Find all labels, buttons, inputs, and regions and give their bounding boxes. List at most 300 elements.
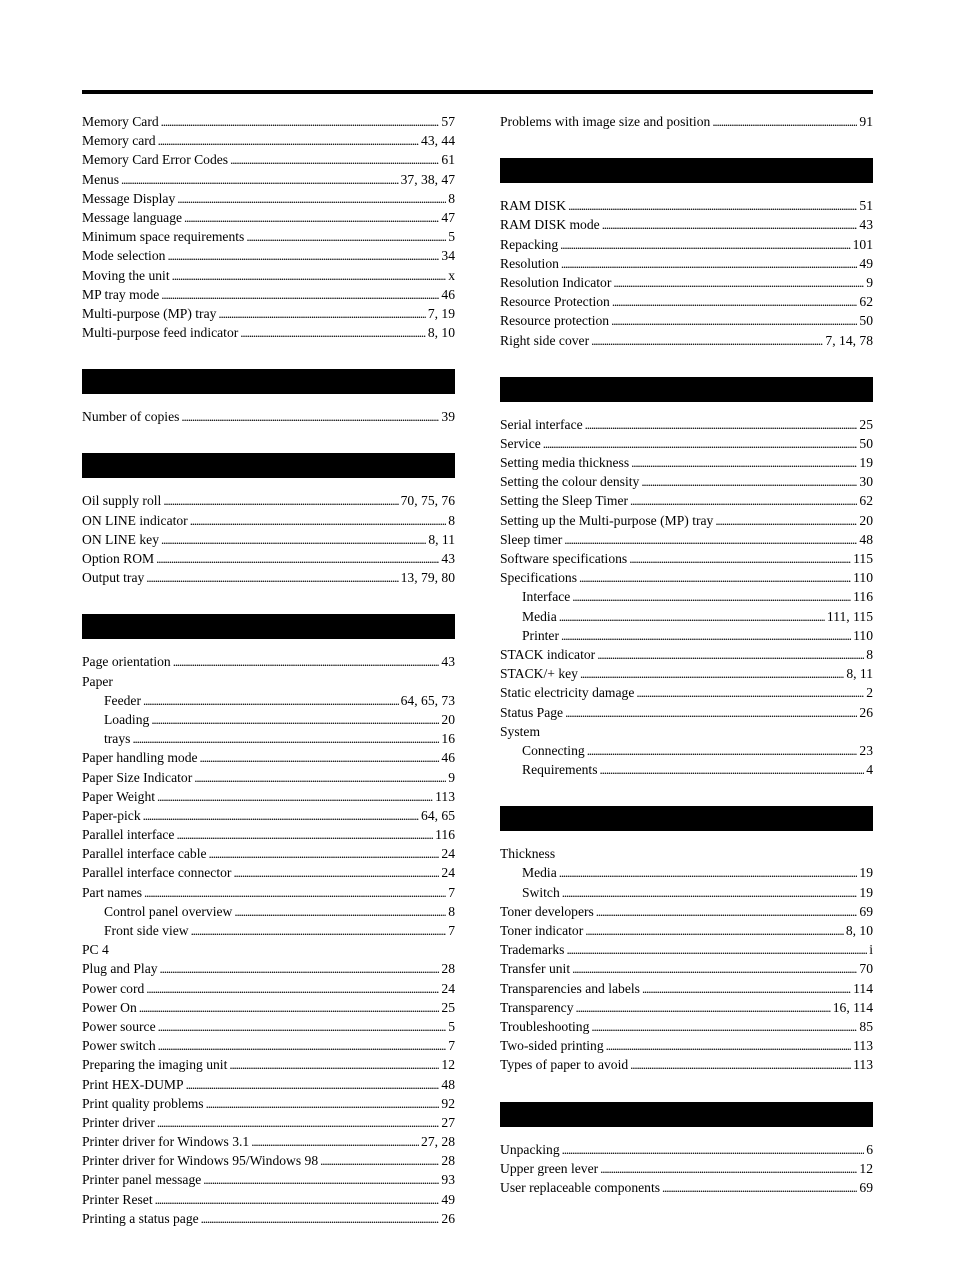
index-term: Unpacking [500,1141,560,1157]
dot-leader [161,285,439,304]
index-term: Connecting [522,742,585,758]
index-entry [500,472,873,491]
index-pages: 13, 79, 80 [400,570,455,586]
index-entry [82,1132,455,1151]
index-entry [82,511,455,530]
index-pages: 43, 44 [421,133,455,149]
index-entry [82,568,455,587]
index-entry [82,691,455,710]
index-pages: 28 [441,1153,455,1169]
index-term: Transparency [500,999,574,1015]
index-entry [82,1075,455,1094]
index-term: Setting up the Multi-purpose (MP) tray [500,512,714,528]
dot-leader [203,1170,439,1189]
index-entry [82,921,455,940]
index-term: RAM DISK [500,198,567,214]
index-term: MP tray mode [82,286,160,302]
index-pages: 61 [441,152,455,168]
index-entry [82,787,455,806]
index-term: Requirements [522,762,598,778]
dot-leader [564,530,857,549]
index-entry [500,254,873,273]
index-pages: 27, 28 [421,1134,455,1150]
index-entry [82,407,455,426]
section-header-bar [500,1102,873,1127]
index-pages: 64, 65 [421,807,455,823]
index-term: Sleep timer [500,531,563,547]
dot-leader [157,787,433,806]
index-pages: 111, 115 [826,608,873,624]
dot-leader [662,1178,857,1197]
index-pages: 25 [441,999,455,1015]
index-pages: 12 [441,1057,455,1073]
dot-leader [606,1036,851,1055]
index-entry [82,806,455,825]
index-entry [500,998,873,1017]
index-entry [82,491,455,510]
dot-leader [600,1159,857,1178]
index-entry [82,1017,455,1036]
dot-leader [611,311,857,330]
index-entry [82,940,455,959]
index-pages: 23 [859,742,873,758]
index-column-left [82,112,455,1228]
index-entry [500,196,873,215]
index-term: Page orientation [82,654,171,670]
dot-leader [144,883,446,902]
index-term: Transparencies and labels [500,980,640,996]
index-term: Message Display [82,190,176,206]
index-term: STACK indicator [500,646,596,662]
dot-leader [143,691,399,710]
index-pages: 24 [441,980,455,996]
index-pages: 69 [859,903,873,919]
index-term: Media [522,865,557,881]
index-pages: 7, 19 [427,305,455,321]
index-pages: 9 [866,274,873,290]
dot-leader [251,1132,419,1151]
index-entry [82,1209,455,1228]
dot-leader [229,1055,439,1074]
section-header-bar [500,377,873,402]
dot-leader [560,235,850,254]
index-term: Minimum space requirements [82,229,245,245]
index-entry [82,844,455,863]
index-entry [500,741,873,760]
index-pages: 91 [859,114,873,129]
dot-leader [177,189,446,208]
index-pages: 37, 38, 47 [400,171,455,187]
index-entry [500,921,873,940]
index-entry [500,722,873,741]
index-pages: 110 [853,627,873,643]
dot-leader [186,1075,440,1094]
dot-leader [146,979,439,998]
index-entry [500,331,873,350]
index-entry [500,434,873,453]
index-entry [500,292,873,311]
index-entry [500,511,873,530]
dot-leader [597,645,864,664]
index-entry [500,664,873,683]
index-term: Plug and Play [82,961,158,977]
index-term: Resolution [500,255,559,271]
index-term: Setting the colour density [500,474,640,490]
index-entry [82,883,455,902]
index-entry [82,998,455,1017]
dot-leader [201,1209,440,1228]
index-term: trays [104,731,131,747]
index-pages: 9 [448,769,455,785]
dot-leader [566,940,867,959]
index-entry [82,902,455,921]
dot-leader [320,1151,439,1170]
index-entry [500,453,873,472]
dot-leader [580,664,844,683]
index-pages: 93 [441,1172,455,1188]
index-term: ON LINE key [82,531,160,547]
index-entry [82,266,455,285]
index-term: Control panel overview [104,903,233,919]
dot-leader [194,768,446,787]
index-entry [82,710,455,729]
index-term: Mode selection [82,248,166,264]
index-entry [82,979,455,998]
index-pages: 70 [859,961,873,977]
index-term: Status Page [500,704,564,720]
dot-leader [630,491,857,510]
index-term: Troubleshooting [500,1018,590,1034]
index-entry [500,1036,873,1055]
index-term: Number of copies [82,409,180,425]
dot-leader [629,549,851,568]
index-term: Two-sided printing [500,1038,604,1054]
index-section [500,112,873,131]
index-entry [500,311,873,330]
index-term: Interface [522,589,571,605]
index-section [82,614,455,1228]
index-entry [82,1036,455,1055]
index-term: Parallel interface connector [82,865,232,881]
index-entry [82,748,455,767]
index-term: Multi-purpose feed indicator [82,325,239,341]
index-section [500,806,873,1074]
index-entry [82,1113,455,1132]
index-pages: 62 [859,294,873,310]
dot-leader [181,407,439,426]
section-header-bar [500,806,873,831]
index-pages: 92 [441,1095,455,1111]
index-pages: 8, 10 [427,325,455,341]
index-pages: 27 [441,1114,455,1130]
index-entry [500,215,873,234]
index-pages: 7 [448,884,455,900]
index-entry [82,1055,455,1074]
dot-leader [156,549,439,568]
index-entry [82,863,455,882]
index-term: Loading [104,711,150,727]
dot-leader [190,511,447,530]
index-term: Resource Protection [500,294,610,310]
index-term: Repacking [500,236,559,252]
index-term: Multi-purpose (MP) tray [82,305,217,321]
index-term: Problems with image size and position [500,114,711,129]
index-entry [82,131,455,150]
index-pages: 25 [859,416,873,432]
index-pages: 51 [859,198,873,214]
index-pages: 48 [441,1076,455,1092]
index-pages: 50 [859,435,873,451]
dot-leader [233,863,439,882]
index-term: Service [500,435,541,451]
index-pages: 19 [859,884,873,900]
index-pages: 5 [448,1018,455,1034]
index-pages: 49 [441,1191,455,1207]
index-entry [500,626,873,645]
index-pages: 6 [866,1141,873,1157]
index-term: Power On [82,999,137,1015]
index-term: STACK/+ key [500,666,578,682]
dot-leader [565,703,857,722]
dot-leader [613,273,864,292]
dot-leader [234,902,446,921]
dot-leader [218,304,425,323]
index-term: Trademarks [500,942,565,958]
index-pages: i [869,942,873,958]
dot-leader [596,902,858,921]
dot-leader [173,652,440,671]
index-term: Printer driver for Windows 95/Windows 98 [82,1153,319,1169]
index-entry [500,1017,873,1036]
index-term: Resolution Indicator [500,274,612,290]
index-section [82,112,455,342]
index-entry [500,1178,873,1197]
index-pages: 49 [859,255,873,271]
index-pages: 46 [441,750,455,766]
dot-leader [612,292,858,311]
dot-leader [579,568,851,587]
dot-leader [132,729,439,748]
dot-leader [246,227,446,246]
index-entry [82,189,455,208]
dot-leader [167,246,439,265]
dot-leader [602,215,858,234]
index-entry [82,150,455,169]
index-term: Setting the Sleep Timer [500,493,629,509]
index-term: Parallel interface cable [82,846,207,862]
index-entry [82,959,455,978]
index-term: Power source [82,1018,156,1034]
index-entry [82,170,455,189]
index-entry [500,1140,873,1159]
dot-leader [160,959,440,978]
dot-leader [636,683,864,702]
index-term: Print HEX-DUMP [82,1076,184,1092]
index-term: Moving the unit [82,267,170,283]
dot-leader [209,844,440,863]
index-term: Switch [522,884,560,900]
index-pages: 69 [859,1179,873,1195]
dot-leader [712,112,857,131]
dot-leader [143,806,419,825]
index-pages: 7 [448,1038,455,1054]
index-term: Setting media thickness [500,455,630,471]
index-pages: 8, 11 [846,666,873,682]
index-entry [500,568,873,587]
index-term: PC 4 [82,942,109,958]
index-entry [82,323,455,342]
index-term: Resource protection [500,313,610,329]
index-pages: 43 [441,551,455,566]
dot-leader [600,760,865,779]
index-entry [500,1055,873,1074]
dot-leader [200,748,440,767]
dot-leader [585,921,844,940]
index-term: Paper-pick [82,807,141,823]
index-pages: 30 [859,474,873,490]
index-term: Menus [82,171,120,187]
dot-leader [572,959,857,978]
index-term: Output tray [82,570,145,586]
index-entry [82,1170,455,1189]
index-term: Paper Size Indicator [82,769,193,785]
index-pages: 20 [441,711,455,727]
index-entry [500,902,873,921]
dot-leader [155,1190,440,1209]
dot-leader [559,863,858,882]
dot-leader [562,883,858,902]
index-entry [82,672,455,691]
index-entry [82,825,455,844]
index-term: Part names [82,884,143,900]
index-entry [500,645,873,664]
index-term: Option ROM [82,551,155,566]
index-term: Transfer unit [500,961,571,977]
index-pages: 19 [859,455,873,471]
index-term: Printer Reset [82,1191,153,1207]
dot-leader [158,1017,447,1036]
index-pages: 47 [441,209,455,225]
index-pages: 8 [448,903,455,919]
index-pages: 50 [859,313,873,329]
section-header-bar [82,369,455,394]
index-pages: 70, 75, 76 [400,493,455,509]
dot-leader [561,626,851,645]
index-entry [82,549,455,568]
index-term: Memory card [82,133,156,149]
index-pages: 115 [853,551,873,566]
index-term: System [500,723,541,739]
index-entry [82,530,455,549]
index-pages: 43 [441,654,455,670]
index-pages: 19 [859,865,873,881]
index-term: Types of paper to avoid [500,1057,629,1073]
dot-leader [641,472,857,491]
index-term: Power switch [82,1038,156,1054]
index-pages: 113 [435,788,455,804]
dot-leader [630,1055,851,1074]
index-term: Thickness [500,846,556,862]
index-entry [500,683,873,702]
index-pages: x [448,267,455,283]
index-term: Printer [522,627,559,643]
index-term: Power cord [82,980,145,996]
index-pages: 43 [859,217,873,233]
dot-leader [176,825,433,844]
index-pages: 57 [441,114,455,129]
index-term: Printer driver for Windows 3.1 [82,1134,250,1150]
index-pages: 8 [448,512,455,528]
dot-leader [184,208,439,227]
index-term: Serial interface [500,416,583,432]
dot-leader [163,491,398,510]
index-entry [500,235,873,254]
index-term: Memory Card Error Codes [82,152,229,168]
index-entry [500,1159,873,1178]
dot-leader [715,511,857,530]
index-entry [82,652,455,671]
index-term: Preparing the imaging unit [82,1057,228,1073]
index-term: Printer driver [82,1114,155,1130]
section-header-bar [500,158,873,183]
dot-leader [139,998,440,1017]
top-rule [82,90,873,94]
dot-leader [151,710,439,729]
index-pages: 5 [448,229,455,245]
index-pages: 113 [853,1038,873,1054]
index-term: RAM DISK mode [500,217,600,233]
index-entry [500,959,873,978]
index-term: Paper handling mode [82,750,198,766]
index-pages: 8 [866,646,873,662]
index-term: Paper Weight [82,788,156,804]
index-entry [500,863,873,882]
index-entry [500,883,873,902]
index-pages: 101 [852,236,873,252]
index-entry [500,979,873,998]
index-section [500,158,873,350]
dot-leader [572,587,851,606]
index-term: Parallel interface [82,827,175,843]
index-term: Software specifications [500,551,628,566]
index-pages: 7, 14, 78 [825,332,873,348]
index-pages: 113 [853,1057,873,1073]
dot-leader [157,1113,440,1132]
index-entry [500,491,873,510]
index-pages: 26 [441,1210,455,1226]
index-pages: 110 [853,570,873,586]
section-header-bar [82,453,455,478]
index-entry [82,1151,455,1170]
index-term: User replaceable components [500,1179,661,1195]
index-pages: 46 [441,286,455,302]
index-entry [82,227,455,246]
index-term: Front side view [104,923,189,938]
index-term: Printing a status page [82,1210,199,1226]
index-section [82,369,455,426]
index-entry [500,607,873,626]
index-term: Memory Card [82,114,159,129]
index-pages: 34 [441,248,455,264]
index-section [82,453,455,587]
dot-leader [587,741,858,760]
index-pages: 7 [448,923,455,938]
dot-leader [146,568,398,587]
index-term: Message language [82,209,183,225]
index-entry [500,530,873,549]
index-column-right [500,112,873,1197]
index-pages: 116 [435,827,455,843]
